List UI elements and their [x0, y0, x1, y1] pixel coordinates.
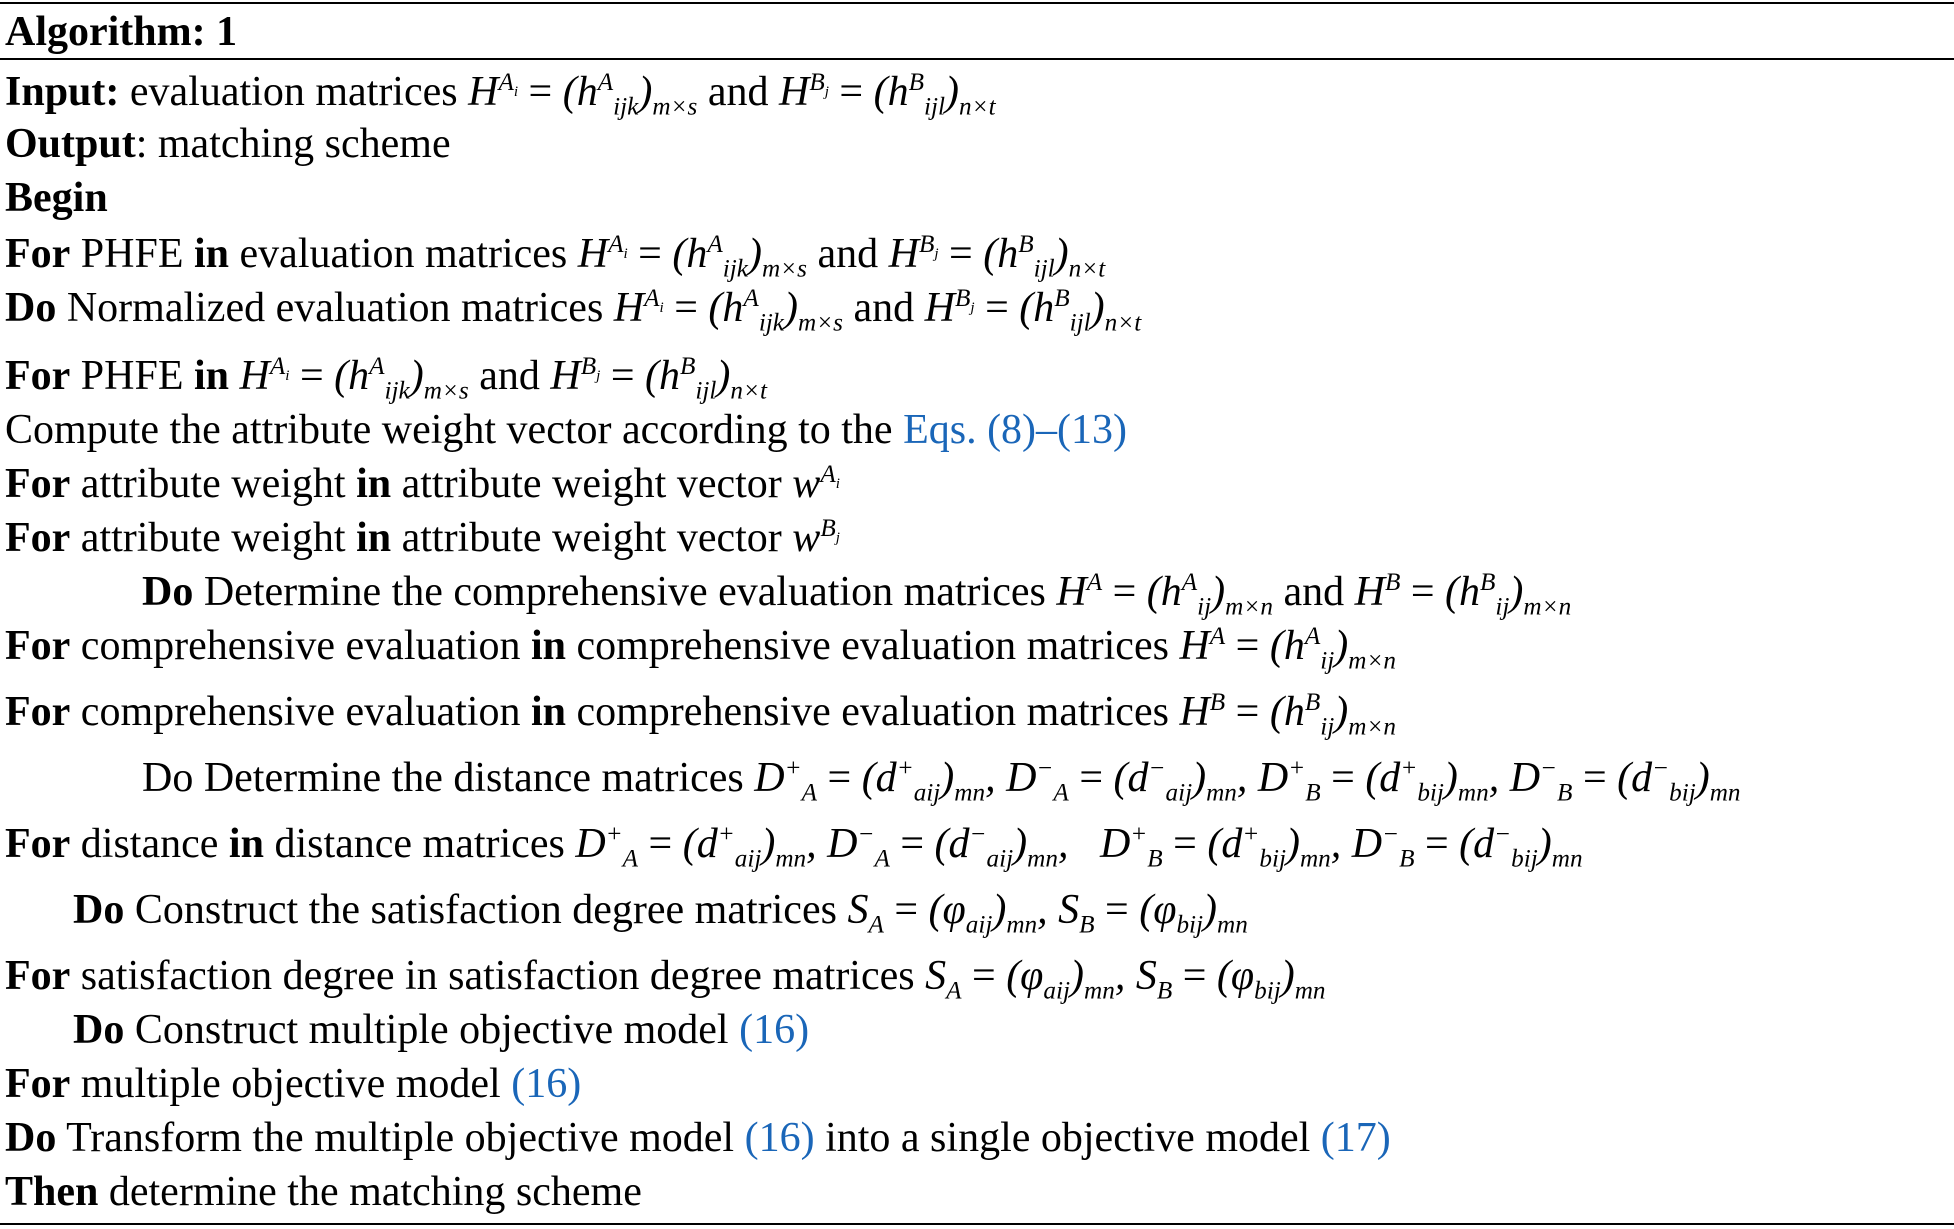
formula-HBj: $H^{B_j} = (h^B_{ijl})_{n\times t}$ [778, 69, 996, 121]
line-do-construct-model [73, 1004, 809, 1056]
eqs-8-13-link[interactable]: Eqs. (8)–(13) [903, 407, 1128, 453]
line-text: Determine the comprehensive evaluation matrices [193, 569, 1057, 615]
line-text: comprehensive evaluation [70, 623, 531, 669]
keyword-in: in [228, 821, 264, 867]
line-for-distance [5, 818, 1583, 873]
top-rule [0, 2, 1954, 4]
formula-HBj: $H^{B_j} = (h^B_{ijl})_{n\times t}$ [550, 353, 767, 405]
formula-HA: $H^A = (h^A_{ij})_{m\times n}$ [1056, 569, 1273, 621]
algorithm-title: Algorithm: 1 [5, 9, 238, 55]
formula-distance-matrices: $D^+_A = (d^+_{aij})_{mn}$, $D^-_A = (d^-_{aij})_{mn}$, $D^+_B = (d^+_{bij})_{mn}$, $D^-_B = (d^-_{bij})_{mn}$ [575, 821, 1583, 873]
keyword-do: Do [5, 1115, 57, 1161]
formula-HAi: $H^{A_i} = (h^A_{ijk})_{m\times s}$ [468, 69, 698, 121]
line-text: PHFE [70, 353, 194, 399]
line-do-distance [142, 752, 1741, 807]
line-text: comprehensive evaluation [70, 689, 531, 735]
line-text: satisfaction degree in satisfaction degree matrices [70, 953, 926, 999]
line-text: and [697, 69, 779, 115]
line-text: evaluation matrices [229, 231, 578, 277]
line-text: determine the matching scheme [98, 1169, 642, 1215]
line-text: Construct the satisfaction degree matrices [124, 887, 848, 933]
keyword-do: Do [73, 887, 125, 933]
line-text: attribute weight [70, 515, 357, 561]
line-for-satisfaction [5, 950, 1326, 1005]
line-compute-weights [5, 404, 1127, 456]
keyword-for: For [5, 821, 71, 867]
line-text: multiple objective model [70, 1061, 512, 1107]
line-for-phfe-eval [5, 228, 1106, 283]
keyword-for: For [5, 953, 71, 999]
line-text: and [806, 231, 889, 277]
eq-16-link[interactable]: (16) [739, 1007, 810, 1053]
keyword-output: Output [5, 121, 136, 167]
line-for-phfe-in [5, 350, 767, 405]
line-text: attribute weight [70, 461, 357, 507]
keyword-for: For [5, 689, 71, 735]
title-rule [0, 58, 1954, 60]
formula-satisfaction-matrices: $S_A = (\varphi_{aij})_{mn}$, $S_B = (\varphi_{bij})_{mn}$ [847, 887, 1248, 939]
line-begin [5, 172, 108, 224]
line-for-multiple-model [5, 1058, 581, 1110]
line-text: and [843, 285, 925, 331]
keyword-in: in [530, 689, 566, 735]
line-for-comprehensive-b [5, 686, 1397, 741]
keyword-in: in [530, 623, 566, 669]
keyword-in: in [356, 515, 392, 561]
line-text: comprehensive evaluation matrices [566, 689, 1180, 735]
keyword-for: For [5, 461, 71, 507]
line-do-satisfaction [73, 884, 1248, 939]
line-input [5, 66, 996, 121]
line-for-weight-b [5, 512, 840, 564]
keyword-begin: Begin [5, 175, 108, 221]
keyword-in: in [194, 231, 230, 277]
line-do-comprehensive [142, 566, 1572, 621]
line-text: Transform the multiple objective model [56, 1115, 745, 1161]
formula-HAi: $H^{A_i} = (h^A_{ijk})_{m\times s}$ [577, 231, 807, 283]
line-text: and [468, 353, 551, 399]
line-text: attribute weight vector [391, 461, 793, 507]
formula-HB: $H^B = (h^B_{ij})_{m\times n}$ [1354, 569, 1572, 621]
formula-wAi: $w^{A_i}$ [792, 461, 840, 507]
line-do-normalized [5, 282, 1142, 337]
line-text: Construct multiple objective model [124, 1007, 740, 1053]
keyword-for: For [5, 1061, 71, 1107]
line-text: Compute the attribute weight vector according to the [5, 407, 904, 453]
line-output [5, 118, 451, 170]
formula-HB: $H^B = (h^B_{ij})_{m\times n}$ [1179, 689, 1397, 741]
keyword-in: in [194, 353, 230, 399]
formula-HBj: $H^{B_j} = (h^B_{ijl})_{n\times t}$ [888, 231, 1106, 283]
line-text: comprehensive evaluation matrices [566, 623, 1180, 669]
eq-16-link[interactable]: (16) [744, 1115, 815, 1161]
formula-HA: $H^A = (h^A_{ij})_{m\times n}$ [1179, 623, 1397, 675]
keyword-do: Do [142, 569, 194, 615]
formula-HAi: $H^{A_i} = (h^A_{ijk})_{m\times s}$ [239, 353, 469, 405]
line-text: and [1272, 569, 1355, 615]
formula-HAi: $H^{A_i} = (h^A_{ijk})_{m\times s}$ [613, 285, 843, 337]
line-text: evaluation matrices [119, 69, 469, 115]
eq-17-link[interactable]: (17) [1320, 1115, 1391, 1161]
keyword-for: For [5, 515, 71, 561]
formula-satisfaction-matrices: $S_A = (\varphi_{aij})_{mn}$, $S_B = (\varphi_{bij})_{mn}$ [925, 953, 1326, 1005]
keyword-do: Do [5, 285, 57, 331]
formula-wBj: $w^{B_j}$ [792, 515, 840, 561]
formula-HBj: $H^{B_j} = (h^B_{ijl})_{n\times t}$ [924, 285, 1142, 337]
keyword-for: For [5, 623, 71, 669]
bottom-rule [0, 1223, 1954, 1225]
line-text: Do Determine the distance matrices [142, 755, 755, 801]
line-text: : matching scheme [135, 121, 451, 167]
keyword-for: For [5, 353, 71, 399]
line-text: distance [70, 821, 229, 867]
keyword-in: in [356, 461, 392, 507]
line-text: attribute weight vector [391, 515, 793, 561]
formula-distance-matrices: $D^+_A = (d^+_{aij})_{mn}$, $D^-_A = (d^-_{aij})_{mn}$, $D^+_B = (d^+_{bij})_{mn}$, $D^-_B = (d^-_{bij})_{mn}$ [754, 755, 1741, 807]
keyword-input: Input: [5, 69, 120, 115]
keyword-for: For [5, 231, 71, 277]
line-do-transform [5, 1112, 1391, 1164]
line-text: distance matrices [263, 821, 576, 867]
line-text: PHFE [70, 231, 194, 277]
line-for-comprehensive-a [5, 620, 1397, 675]
line-for-weight-a [5, 458, 840, 510]
eq-16-link[interactable]: (16) [511, 1061, 582, 1107]
line-text: Normalized evaluation matrices [56, 285, 614, 331]
keyword-then: Then [5, 1169, 99, 1215]
keyword-do: Do [73, 1007, 125, 1053]
line-then [5, 1166, 642, 1218]
line-text: into a single objective model [814, 1115, 1321, 1161]
